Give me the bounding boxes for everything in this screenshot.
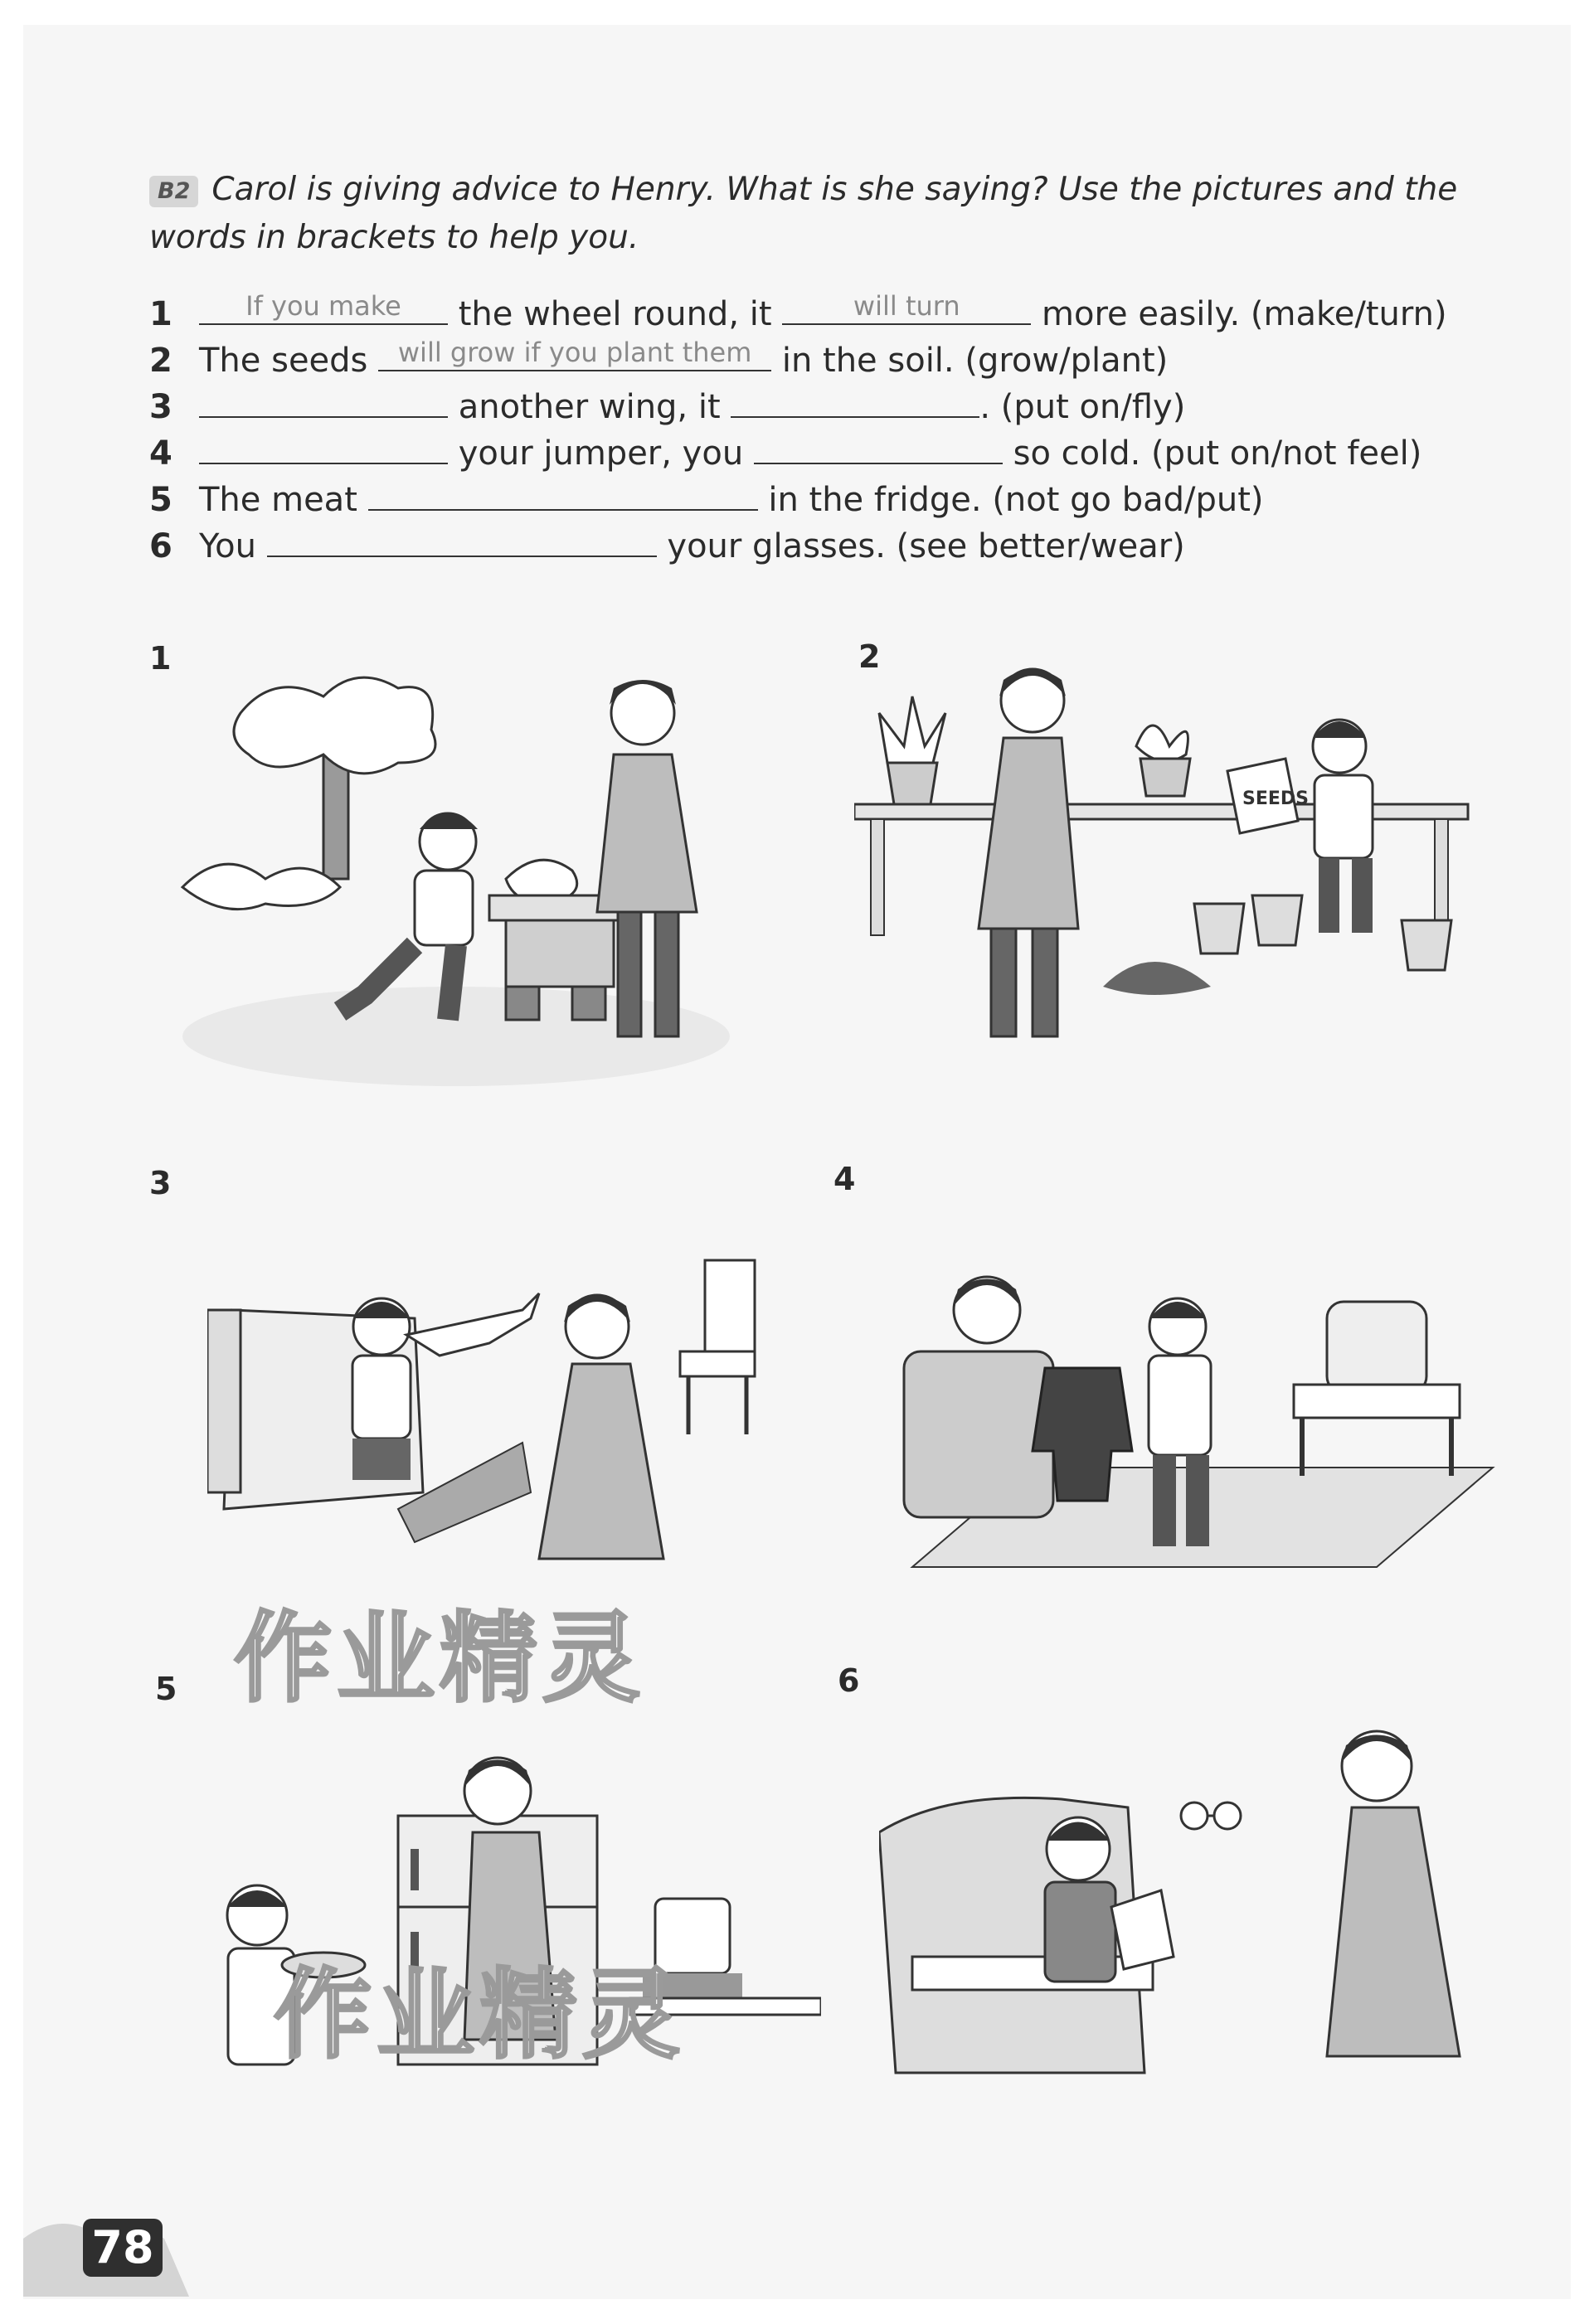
picture-number: 6	[838, 1662, 860, 1699]
page-number: 78	[83, 2219, 163, 2277]
planting-seeds-illustration	[854, 655, 1485, 1086]
seeds-bag	[1227, 759, 1309, 833]
sentence-text: The meat	[199, 481, 357, 519]
glasses-illustration	[879, 1708, 1493, 2089]
sentence-text: another wing, it	[458, 388, 721, 426]
picture-number: 5	[155, 1671, 177, 1707]
sentence-text: in the soil. (grow/plant)	[781, 342, 1169, 380]
sentence-text: your jumper, you	[458, 434, 744, 473]
exercise-3	[149, 383, 1185, 430]
seeds-label: SEEDS	[1242, 788, 1310, 809]
exercise-6	[149, 522, 1185, 570]
answer-blank[interactable]	[782, 290, 1031, 325]
sentence-text: You	[199, 527, 256, 565]
toy-plane-illustration	[207, 1244, 788, 1575]
answer-blank[interactable]	[378, 337, 771, 371]
exercise-number: 6	[149, 527, 173, 565]
watermark: 作业精灵	[274, 1958, 686, 2072]
answer-blank[interactable]	[731, 383, 979, 418]
exercise-number: 5	[149, 481, 173, 519]
exercise-5	[149, 476, 1264, 523]
answer-blank[interactable]	[199, 290, 448, 325]
answer-text: will turn	[853, 290, 960, 322]
picture-number: 4	[833, 1161, 856, 1197]
answer-blank[interactable]	[267, 522, 657, 557]
picture-number: 3	[149, 1165, 172, 1201]
answer-blank[interactable]	[199, 429, 448, 464]
exercise-number: 3	[149, 388, 173, 426]
exercise-number: 4	[149, 434, 173, 473]
exercise-1	[149, 290, 1447, 337]
exercise-2	[149, 337, 1168, 384]
exercise-badge: B2	[149, 176, 198, 207]
picture-number: 2	[858, 638, 881, 675]
sentence-text: your glasses. (see better/wear)	[667, 527, 1185, 565]
sentence-text: The seeds	[199, 342, 368, 380]
answer-text: will grow if you plant them	[397, 337, 752, 368]
sentence-text: so cold. (put on/not feel)	[1013, 434, 1422, 473]
sentence-text: more easily. (make/turn)	[1042, 295, 1447, 333]
answer-blank[interactable]	[754, 429, 1003, 464]
picture-number: 1	[149, 640, 172, 677]
instructions-text: Carol is giving advice to Henry. What is she saying? Use the pictures and the words in brackets to help you.	[149, 171, 1458, 256]
exercise-number: 2	[149, 342, 173, 380]
sentence-text: . (put on/fly)	[979, 388, 1186, 426]
answer-blank[interactable]	[199, 383, 448, 418]
exercise-number: 1	[149, 295, 173, 333]
boy-building-cart-illustration	[174, 663, 738, 1094]
jumper-illustration	[879, 1235, 1501, 1584]
instructions	[149, 166, 1476, 262]
answer-text: If you make	[245, 290, 401, 322]
answer-blank[interactable]	[368, 476, 758, 511]
exercise-4	[149, 429, 1421, 477]
sentence-text: in the fridge. (not go bad/put)	[768, 481, 1264, 519]
watermark: 作业精灵	[234, 1601, 646, 1715]
sentence-text: the wheel round, it	[458, 295, 772, 333]
